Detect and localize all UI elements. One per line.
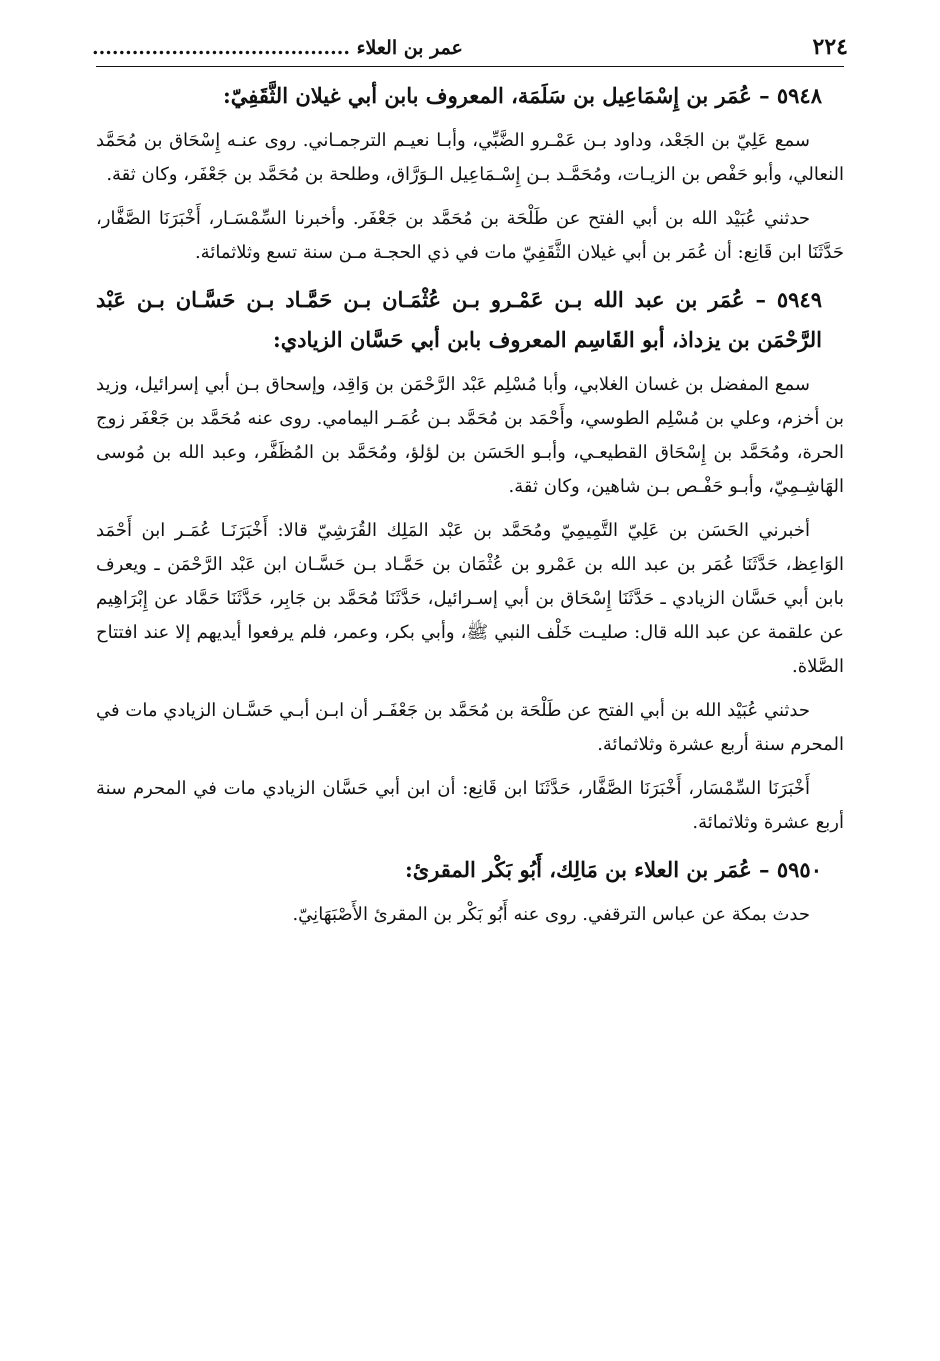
page-body	[96, 76, 844, 942]
entry-paragraph: أخبرني الحَسَن بن عَلِيّ التَّمِيمِيّ ومُحَمَّد بن عَبْد المَلِك القُرَشِيّ قالا: أَخْبَرَنَـا عُمَـر ابن أَحْمَد الوَاعِظ، حَدَّثَنَا عُمَر بن عبد الله بن عَمْرو بن عُثْمَان بن حَمَّـاد بـن حَسَّـان ابن عَبْد الرَّحْمَن ـ ويعرف بابن أبي حَسَّان الزيادي ـ حَدَّثَنَا إِسْحَاق بن أبي إسـرائيل، حَدَّثَنَا مُحَمَّد بن جَابِر، حَدَّثَنَا حَمَّاد عن إِبْرَاهِيم عن علقمة عن عبد الله قال: صليـت خَلْف النبي ﷺ، وأبي بكر، وعمر، فلم يرفعوا أيديهم إلا عند افتتاح الصَّلاة.	[96, 520, 844, 677]
page-number: ٢٢٤	[812, 34, 848, 60]
entry-paragraph: أَخْبَرَنَا السِّمْسَار، أَخْبَرَنَا الصَّفَّار، حَدَّثَنَا ابن قَانِع: أن ابن أبي حَسَّان الزيادي مات في المحرم سنة أربع عشرة وثلاثمائة.	[96, 778, 844, 833]
running-header	[92, 34, 848, 61]
entry-paragraph: حدثني عُبَيْد الله بن أبي الفتح عن طَلْحَة بن مُحَمَّد بن جَعْفَـر أن ابـن أبـي حَسَّـان الزيادي مات في المحرم سنة أربع عشرة وثلاثمائة.	[96, 700, 844, 755]
biography-entry	[96, 280, 844, 840]
entry-paragraph: سمع عَلِيّ بن الجَعْد، وداود بـن عَمْـرو الضَّبِّي، وأبـا نعيـم الترجمـاني. روى عنـه إِسْحَاق بن مُحَمَّد النعالي، وأبو حَفْص بن الزيـات، ومُحَمَّـد بـن إِسْـمَاعِيل الـوَرَّاق، وطلحة بن مُحَمَّد بن جَعْفَر، وكان ثقة.	[96, 130, 844, 185]
entry-paragraph: حدث بمكة عن عباس الترقفي. روى عنه أَبُو بَكْر بن المقرئ الأَصْبَهَانِيّ.	[292, 904, 810, 925]
header-rule	[96, 66, 844, 67]
running-title: عمر بن العلاء .......................................	[92, 37, 463, 59]
entry-paragraph: حدثني عُبَيْد الله بن أبي الفتح عن طَلْحَة بن مُحَمَّد بن جَعْفَر. وأخبرنا السِّمْسَـار، أَخْبَرَنَا الصَّفَّار، حَدَّثَنَا ابن قَانِع: أن عُمَر بن أبي غيلان الثَّقَفِيّ مات في ذي الحجـة مـن سنة تسع وثلاثمائة.	[96, 208, 844, 263]
biography-entry	[96, 850, 844, 932]
entry-paragraph: سمع المفضل بن غسان الغلابي، وأبا مُسْلِم عَبْد الرَّحْمَن بن وَاقِد، وإسحاق بـن أبي إسرائيل، وزيد بن أخزم، وعلي بن مُسْلِم الطوسي، وأَحْمَد بن مُحَمَّد بـن عُمَـر اليمامي. روى عنه مُحَمَّد بن جَعْفَر زوج الحرة، ومُحَمَّد بن إِسْحَاق القطيعـي، وأبـو الحَسَن بن لؤلؤ، ومُحَمَّد بن المُظَفَّر، وعبد الله بن مُوسى الهَاشِـمِيّ، وأبـو حَفْـص بـن شاهين، وكان ثقة.	[96, 374, 844, 497]
entry-title: ٥٩٤٨ – عُمَر بن إِسْمَاعِيل بن سَلَمَة، المعروف بابن أبي غيلان الثَّقَفِيّ:	[222, 83, 822, 108]
entry-title: ٥٩٥٠ – عُمَر بن العلاء بن مَالِك، أَبُو بَكْر المقرئ:	[405, 857, 822, 882]
entry-title: ٥٩٤٩ – عُمَر بن عبد الله بـن عَمْـرو بـن عُثْمَـان بـن حَمَّـاد بـن حَسَّـان بـن عَبْد الرَّحْمَن بن يزداذ، أبو القَاسِم المعروف بابن أبي حَسَّان الزيادي:	[96, 287, 822, 352]
biography-entry	[96, 76, 844, 270]
